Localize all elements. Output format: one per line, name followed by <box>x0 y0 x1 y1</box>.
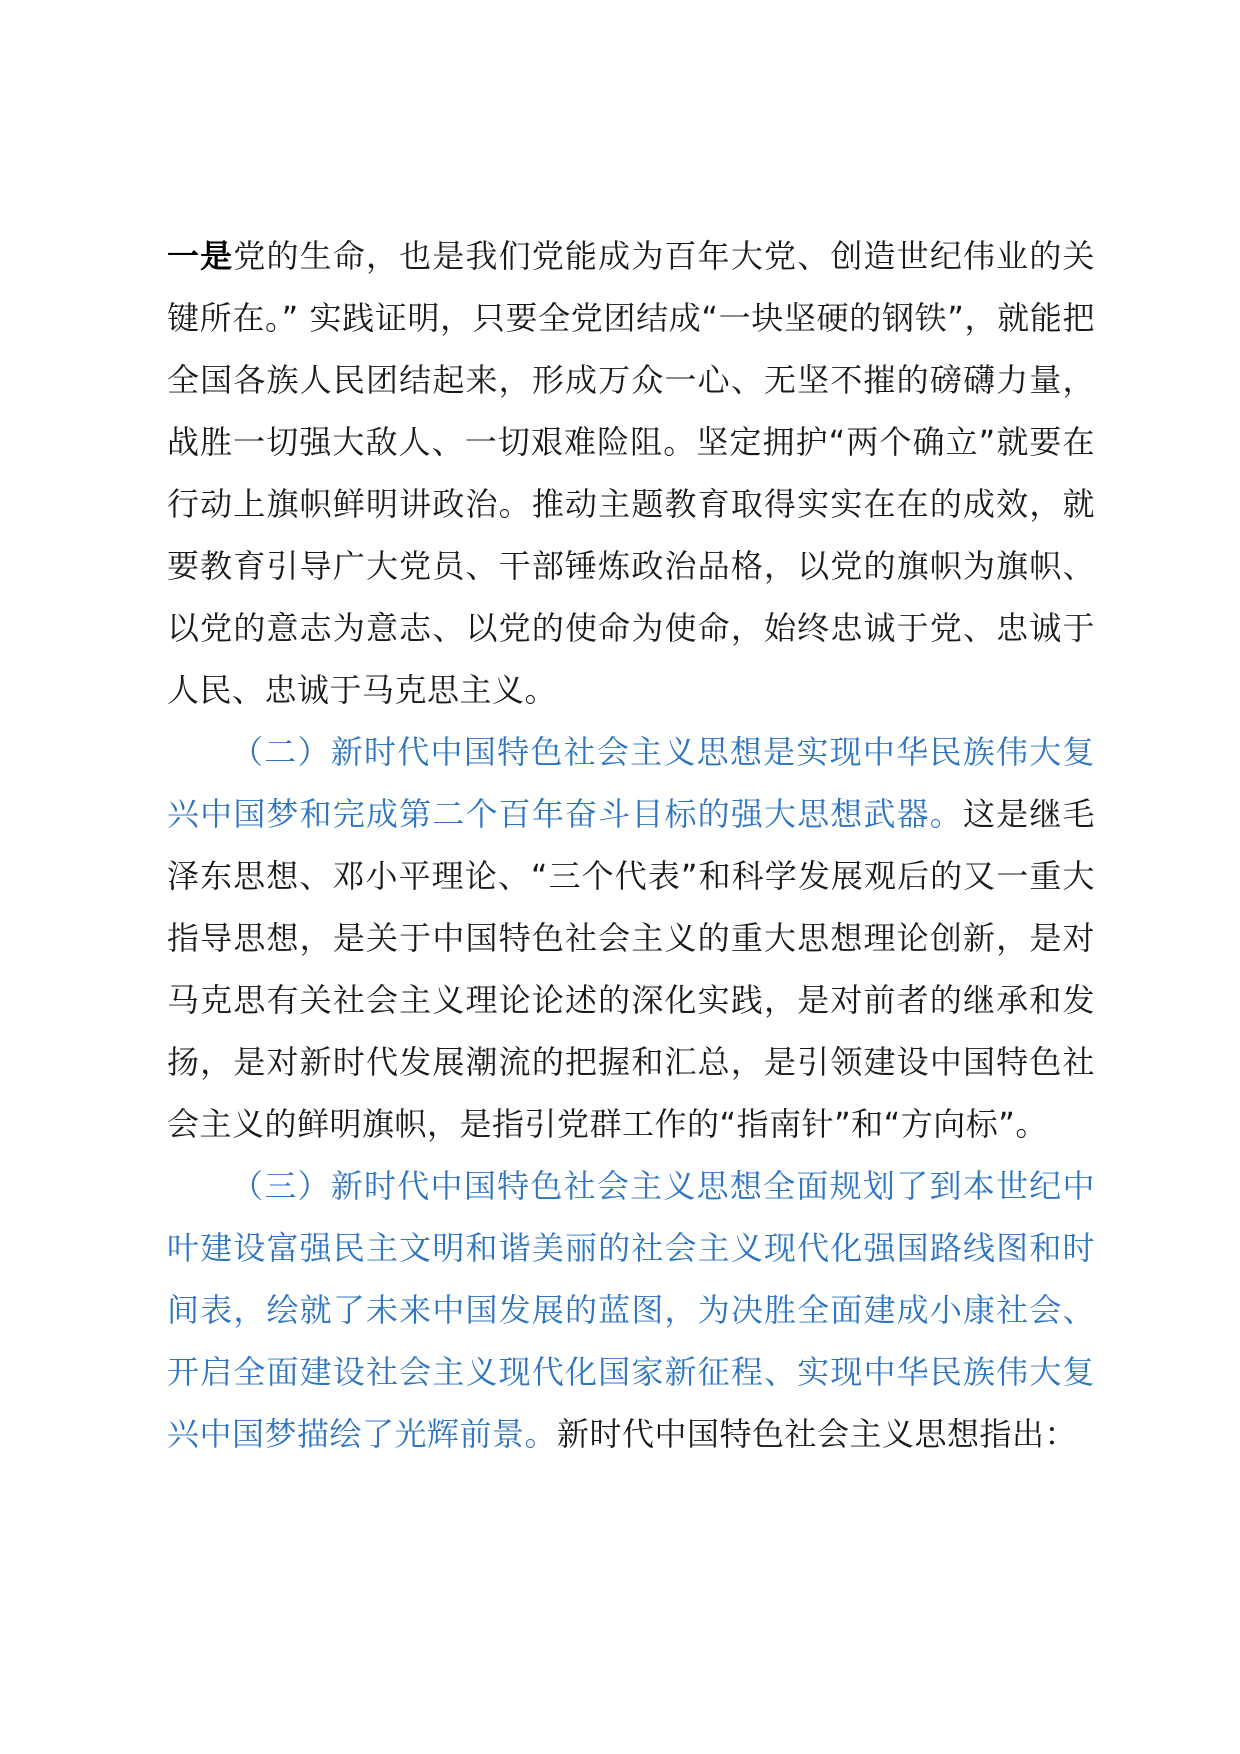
paragraph-text: 党的生命，也是我们党能成为百年大党、创造世纪伟业的关键所在。” 实践证明，只要全党团结成“一块坚硬的钢铁”，就能把全国各族人民团结起来，形成万众一心、无坚不摧的磅礴力量，战胜一切强大敌人、一切艰难险阻。坚定拥护“两个确立”就要在行动上旗帜鲜明讲政治。推动主题教育取得实实在在的成效，就要教育引导广大党员、干部锤炼政治品格，以党的旗帜为旗帜、以党的意志为意志、以党的使命为使命，始终忠诚于党、忠诚于人民、忠诚于马克思主义。 <box>167 237 1095 709</box>
body-text <box>167 225 1095 1465</box>
paragraph-section-2 <box>167 721 1095 1155</box>
section-heading-3: （三）新时代中国特色社会主义思想全面规划了到本世纪中叶建设富强民主文明和谐美丽的社会主义现代化强国路线图和时间表，绘就了未来中国发展的蓝图，为决胜全面建成小康社会、开启全面建设社会主义现代化国家新征程、实现中华民族伟大复兴中国梦描绘了光辉前景。 <box>167 1167 1095 1453</box>
paragraph-text: 这是继毛泽东思想、邓小平理论、“三个代表”和科学发展观后的又一重大指导思想，是关于中国特色社会主义的重大思想理论创新，是对马克思有关社会主义理论论述的深化实践，是对前者的继承和发扬，是对新时代发展潮流的把握和汇总，是引领建设中国特色社会主义的鲜明旗帜，是指引党群工作的“指南针”和“方向标”。 <box>167 795 1095 1143</box>
paragraph-section-3 <box>167 1155 1095 1465</box>
paragraph-continuation <box>167 225 1095 721</box>
paragraph-lead-bold: 一是 <box>167 237 234 275</box>
section-heading-2: （二）新时代中国特色社会主义思想是实现中华民族伟大复兴中国梦和完成第二个百年奋斗目标的强大思想武器。 <box>167 733 1095 833</box>
paragraph-text: 新时代中国特色社会主义思想指出： <box>557 1415 1078 1453</box>
